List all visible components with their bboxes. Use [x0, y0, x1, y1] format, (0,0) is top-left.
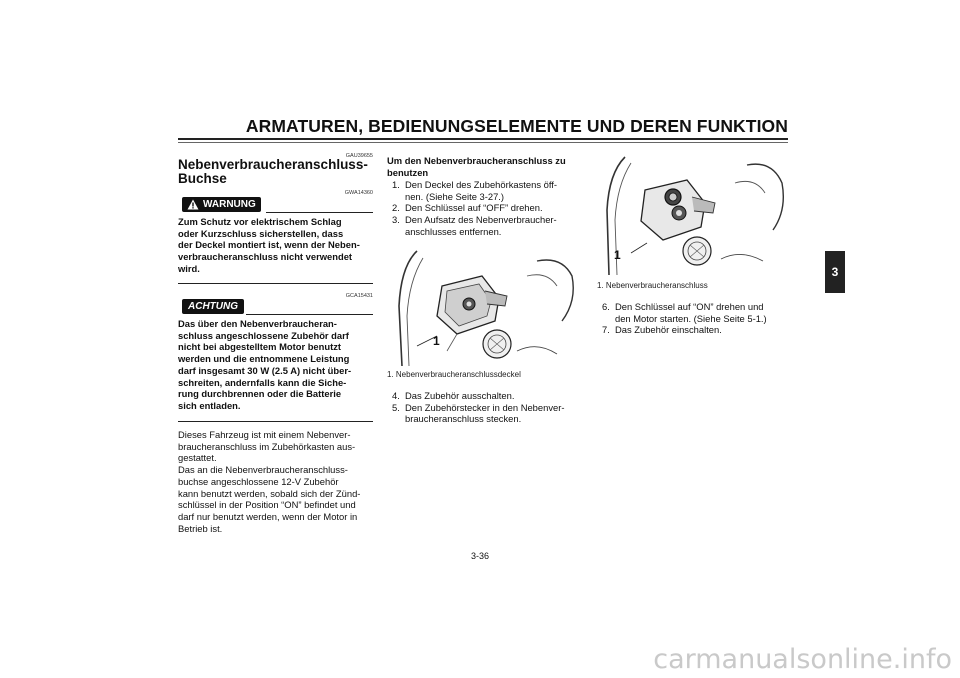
step-line: nen. (Siehe Seite 3-27.) [405, 190, 505, 202]
body-line: darf nur benutzt werden, wenn der Motor in [178, 510, 358, 522]
caution-line: rung durchbrennen oder die Batterie [178, 388, 342, 400]
step-item [597, 324, 797, 336]
warning-badge [182, 197, 261, 212]
warning-triangle-icon [187, 199, 199, 210]
section-code: GAU39655 [345, 153, 373, 159]
caution-text [178, 318, 378, 412]
step-line: Den Schlüssel auf “OFF” drehen. [405, 202, 543, 214]
step-line: Den Deckel des Zubehörkastens öff- [405, 179, 557, 190]
caution-rule-top [246, 314, 373, 315]
body-line: Betrieb ist. [178, 522, 223, 534]
step-line: Das Zubehör einschalten. [615, 324, 722, 336]
warning-text [178, 216, 378, 275]
header-rule-thin [178, 142, 788, 143]
figure-accessory-socket [597, 155, 792, 275]
body-line: braucheranschluss im Zubehörkasten aus- [178, 440, 356, 452]
step-item [597, 301, 797, 324]
procedure-heading [387, 155, 587, 178]
body-line: buchse angeschlossene 12-V Zubehör [178, 475, 339, 487]
step-line: Den Zubehörstecker in den Nebenver- [405, 401, 565, 413]
step-item [387, 390, 587, 402]
step-number: 4. [392, 390, 400, 401]
caution-line: werden und die entnommene Leistung [178, 353, 350, 365]
section-title-line-1: Nebenverbraucheranschluss- [178, 157, 368, 172]
warning-rule-bottom [178, 283, 373, 284]
step-item [387, 179, 587, 202]
step-number: 3. [392, 214, 400, 226]
line-illustration [387, 246, 582, 366]
warning-line: der Deckel montiert ist, wenn der Neben- [178, 239, 360, 251]
warning-line: Zum Schutz vor elektrischem Schlag [178, 216, 342, 227]
body-line: gestattet. [178, 452, 217, 464]
body-line: Das an die Nebenverbraucheranschluss- [178, 464, 348, 476]
header-rule [178, 138, 788, 140]
watermark: carmanualsonline.info [653, 644, 952, 675]
steps-list-b [387, 390, 587, 425]
page-number: 3-36 [470, 551, 489, 561]
step-line: Den Schlüssel auf “ON” drehen und [615, 301, 764, 312]
procedure-heading-line: benutzen [387, 166, 429, 178]
line-illustration [597, 155, 792, 275]
step-number: 1. [392, 179, 400, 190]
warning-rule-top [266, 212, 373, 213]
step-line: braucheranschluss stecken. [405, 413, 522, 425]
procedure-heading-line: Um den Nebenverbraucheranschluss zu [387, 155, 566, 166]
steps-list-c [597, 301, 797, 336]
warning-line: oder Kurzschluss sicherstellen, dass [178, 227, 344, 239]
step-number: 2. [392, 202, 400, 214]
page-header-title: ARMATUREN, BEDIENUNGSELEMENTE UND DEREN FUNKTION [245, 116, 788, 136]
caution-label: ACHTUNG [188, 301, 238, 312]
body-line: Dieses Fahrzeug ist mit einem Nebenver- [178, 429, 351, 440]
warning-line: wird. [178, 262, 200, 274]
step-number: 5. [392, 401, 400, 413]
body-line: kann benutzt werden, sobald sich der Zünd- [178, 487, 361, 499]
caution-line: nicht bei abgestelltem Motor benutzt [178, 341, 342, 353]
caution-code: GCA15431 [345, 293, 373, 299]
steps-list-a [387, 179, 587, 238]
caution-line: sich entladen. [178, 399, 241, 411]
section-title-line-2: Buchse [178, 171, 227, 186]
body-text [178, 429, 378, 534]
step-item [387, 402, 587, 425]
caution-line: schreiten, andernfalls kann die Siche- [178, 376, 347, 388]
figure-caption: 1. Nebenverbraucheranschluss [597, 281, 708, 290]
body-line: schlüssel in der Position “ON” befindet und [178, 499, 356, 511]
step-item [387, 202, 587, 214]
step-line: Das Zubehör ausschalten. [405, 390, 515, 401]
warning-label: WARNUNG [203, 199, 256, 210]
figure-callout-number: 1 [614, 248, 621, 262]
step-line: den Motor starten. (Siehe Seite 5-1.) [615, 312, 767, 324]
step-number: 6. [602, 301, 610, 312]
step-line: anschlusses entfernen. [405, 225, 502, 237]
figure-callout-number: 1 [433, 334, 440, 348]
caution-line: Das über den Nebenverbraucheran- [178, 318, 337, 329]
chapter-tab[interactable] [825, 251, 845, 293]
step-number: 7. [602, 324, 610, 336]
step-item [387, 214, 587, 237]
warning-code: GWA14360 [344, 190, 373, 196]
section-title [178, 158, 378, 186]
caution-badge [182, 299, 244, 314]
caution-line: darf insgesamt 30 W (2.5 A) nicht über- [178, 364, 352, 376]
figure-caption: 1. Nebenverbraucheranschlussdeckel [387, 370, 521, 379]
chapter-tab-label: 3 [831, 265, 839, 279]
step-line: Den Aufsatz des Nebenverbraucher- [405, 214, 557, 226]
warning-line: verbraucheranschluss nicht verwendet [178, 251, 353, 263]
caution-rule-bottom [178, 421, 373, 422]
caution-line: schluss angeschlossene Zubehör darf [178, 329, 349, 341]
figure-accessory-box-cover [387, 246, 582, 366]
